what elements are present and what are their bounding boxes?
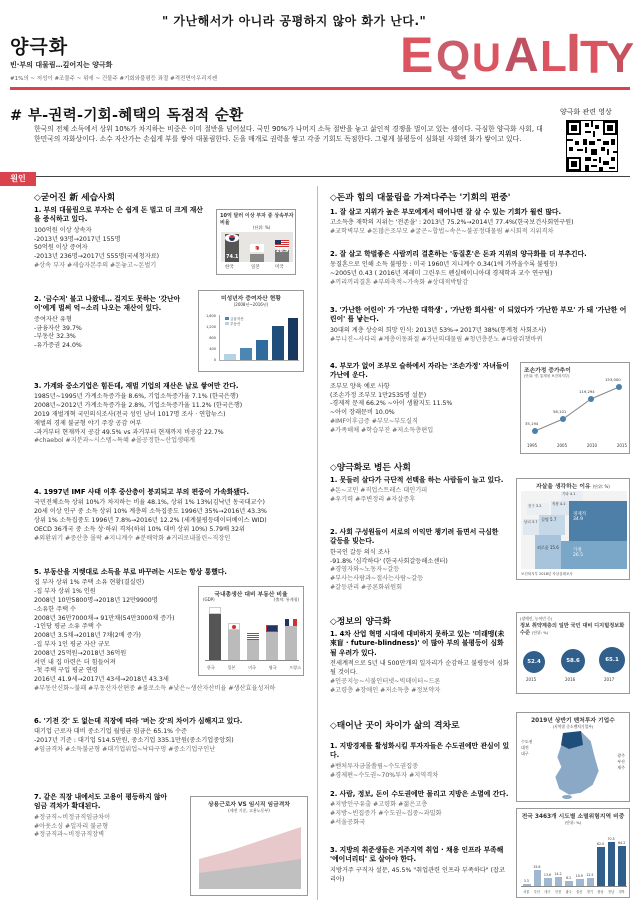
block-line: 조부모 양육 예로 사항 [330, 382, 390, 390]
block-line: OECD 36개국 중 소득 상·하위 격차(하위 10% 대비 상위 10%) 5.79배 32위 [34, 525, 245, 533]
bar [608, 842, 616, 886]
block-line: 전세계적으로 5년 내 500만개의 일자리가 순감하고 불평등이 심화될 것이다. [330, 660, 509, 677]
block-title: 1. 4차 산업 혁명 시대에 대비하지 못하고 있는 '미래맹(未來盲 · future-blindness)' 이 많아 부의 불평등이 심화될 우려가 있다. [330, 630, 505, 657]
bar [587, 878, 595, 886]
cell-label: 질병 [541, 517, 549, 522]
block-title: 2. '금수저' 불고 나왔네… 걸지도 못하는 '갓난아이'에게 벌써 억~소리 나오는 재산이 있다. [34, 295, 181, 313]
header-tags: #1%의 ~ 저성이 #조물주 ~ 위에 ~ 건물주 #기회와불평등 좌절 #격전면이우리지켄 [10, 76, 218, 82]
chart-plot [521, 829, 627, 887]
qr-label: 양극화 관련 영상 [560, 108, 612, 116]
page-title: 양극화 [10, 36, 69, 58]
block-title: 1. 잘 살고 지위가 높은 부모에게서 태어나면 잘 살 수 있는 기회가 월씬 많다. [330, 208, 562, 216]
block-line: 집 부자 상위 1% 주택 소유 현황(결실련) [34, 579, 145, 587]
france-flag-icon [285, 619, 297, 626]
column-divider [317, 186, 318, 900]
korea-map-icon [547, 731, 603, 799]
block-line: -2017년 기준 : 대기업 514.5만원, 중소기업 335.1만원(중소기업중앙회) [34, 737, 234, 745]
block-line: 2019 재벌개혁 국민의식조사(전국 성인 남녀 1017명 조사 · 연합뉴스) [34, 411, 226, 418]
right-heading-1: ◇돈과 힘의 대물림을 가져다주는 '기회의 편중' [330, 193, 511, 203]
bar [224, 354, 236, 360]
map-labels [617, 753, 625, 771]
chart-gdp-realestate [198, 586, 304, 676]
chart-source: (출처: 통계청) [273, 597, 299, 602]
hash-mark: # [10, 108, 23, 124]
block-tags: #IMF이후급증 #부모~부도실직 [330, 418, 419, 425]
treemap-cell [561, 491, 583, 501]
bar [544, 878, 552, 887]
block-line: 서민 내 집 마련은 더 힘들어져 [34, 658, 116, 666]
data-label: 18.5 [250, 247, 263, 253]
tick-label: 1,200 [205, 325, 216, 329]
chart-title: 상용근로자 VS 임시직 임금격차 [191, 797, 307, 808]
data-label: 25.6 [533, 865, 541, 869]
block-line: -2013년 236명→2017년 555명(국세청자료) [34, 253, 160, 261]
x-axis [207, 665, 301, 671]
section-title-text: 부-권력-기회-혜택의 독점적 순환 [27, 108, 244, 124]
banner-letter: Q [436, 32, 471, 81]
block-line: 동질혼으로 인해 소득 불평등 : 미국 1960년 지니계수 0.34(1에 가까울수록 불평등) [330, 261, 558, 269]
block-line: -집 부자 1인 평균 자산 규모 [34, 640, 110, 648]
legend [225, 317, 244, 327]
bar [597, 847, 605, 886]
right-block-6 [330, 528, 505, 593]
axis-label: 2015 [526, 677, 537, 682]
right-block-5 [330, 476, 505, 505]
y-axis [202, 311, 216, 366]
right-block-3 [330, 306, 630, 344]
block-line: -부동산 32.3% [34, 333, 76, 341]
data-label: 119,294 [579, 389, 595, 394]
chart-title-text: 자살을 생각하는 이유 [536, 484, 591, 490]
cell-value: 3.7 [531, 520, 538, 524]
axis-label: 미국 [275, 265, 284, 270]
data-label: 13.6 [543, 872, 552, 877]
map-label: 대구 [521, 751, 529, 756]
axis-label: 미국 [248, 665, 256, 670]
chart-unit: (지역별 중소벤처기업부) [552, 724, 594, 729]
block-tags: #chaebol #지분과~시스템~특혜 #몰공정한~산업생태계 [34, 437, 196, 445]
cause-badge: 원인 [0, 172, 36, 186]
right-block-1 [330, 208, 630, 237]
block-title: 4. 부모가 없어 조부모 슬하에서 자라는 '조손가정' 자녀들이 가난에 운다. [330, 362, 510, 380]
data-label: 8.2 [566, 875, 572, 880]
bar [272, 326, 284, 360]
block-title: 5. 부동산을 지렛대로 소득을 부로 바꾸려는 시도는 항상 통했다. [34, 568, 227, 576]
axis-label: 전남 [608, 890, 615, 894]
block-title: 6. '기전 갓' 도 없는데 직장에 따라 '버는 갓'의 차이가 심해지고 있다. [34, 717, 243, 725]
block-line: -집 부자 상위 1% 인원 [34, 588, 96, 596]
right-block-9 [330, 790, 510, 828]
axis-label: 2015 [616, 443, 627, 448]
chart-title: 10억 달러 이상 부자 중 상속부자 비율 [217, 210, 295, 226]
bar [618, 846, 626, 886]
page-subtitle: 빈·부의 대물림…깊어지는 양극화 [10, 61, 113, 69]
banner-letter: Y [606, 34, 635, 81]
banner-letter: L [540, 32, 567, 81]
chart-inheritance-ratio [216, 209, 296, 275]
legend-entry: 부동산 [230, 322, 241, 326]
uk-flag-icon [266, 625, 278, 632]
value-circle: 58.6 [561, 649, 585, 673]
block-line: ~아이 장래문비 10.0% [330, 409, 395, 417]
block-tags: #지방인구유출 #고령화 #젊은고층 [330, 801, 428, 809]
block-title: 3. 지방의 취준생들은 거주지역 취업 · 채용 인프라 부족해 '에이너리티' 로 살아야 한다. [330, 846, 504, 864]
bar [565, 881, 573, 886]
chart-title-text: 정보 취약계층의 일반 국민 대비 디지털정보화 수준 [520, 623, 625, 636]
bar [576, 879, 584, 886]
block-line: -과거부터 현재까지 공감 49.5% vs 과거부터 현재까지 비공감 22.7% [34, 428, 224, 436]
chart-unit: (단위: %) [592, 484, 610, 489]
axis-label: 인천 [555, 890, 562, 894]
treemap-cell [561, 541, 627, 569]
chart-suicide-reasons [516, 478, 630, 580]
data-label: 12.5 [586, 873, 594, 878]
block-line: -2013년 93명→2017년 155명 [34, 235, 121, 243]
chart-title: 전국 3463개 시도별 소멸위험지역 비중 [517, 809, 629, 820]
left-block-2 [34, 295, 194, 351]
chart-unit: (단위: %) [531, 630, 549, 635]
intro-paragraph: 한국의 전체 소득에서 상위 10%가 차지하는 비중은 이미 절반을 넘어섰다. 국민 90%가 나머지 소득 절반을 놓고 삶인적 경쟁을 벌이고 있는 셈이다. 극심한 양극화 사회, 대한민국의 자화상이다. 소수 자산가는 손쉽게 부를 쌓아 대물림한다. 돈을 매개로 권력을 쌓고 각종 기회도 독점한다. 그렇게 불평등이 심화된 사회엔 화가 쌓이고 있다. [34, 125, 543, 143]
chart-title: 조손가정 증가추이 [521, 363, 629, 374]
left-block-4 [34, 488, 314, 543]
left-block-3 [34, 382, 310, 446]
block-tags: #끼리끼리결혼 #부의축적~가속화 #상대적박탈감 [330, 279, 469, 286]
left-block-6 [34, 717, 314, 755]
block-tags: #서울공화국 [330, 819, 366, 826]
block-tags: #정규직~비정규직임금차이 [34, 813, 111, 821]
tick-label: 0 [213, 358, 216, 362]
treemap-cell [527, 503, 549, 515]
block-line: 100억원 이상 상속자 [34, 226, 92, 234]
wage-gap-area [199, 819, 301, 889]
chart-unit: (2008년~2016년) [233, 302, 269, 307]
cell-value: 3.2 [535, 504, 542, 508]
axis-label: 일본 [251, 265, 260, 270]
japan-flag-icon [228, 623, 240, 630]
block-tags: #지방~빈집증가 #수도권~집중~과밀화 [330, 810, 442, 818]
value-circle: 65.1 [599, 647, 625, 673]
cell-value: 15.6 [549, 545, 559, 550]
chart-title: 국내총생산 대비 부동산 비율 [199, 587, 303, 598]
block-tags: #무니진~사다리 #계층이동좌절 #가난의대물림 #청년층분노 #다람쥐챗바퀴 [330, 335, 543, 343]
block-line: -금융자산 39.7% [34, 324, 82, 332]
section-title [10, 104, 243, 125]
block-tags: #가족해체 #학습부진 #저소득층편입 [330, 426, 434, 434]
data-label: 14.2 [554, 872, 562, 877]
cell-label: 직장 [552, 502, 559, 506]
block-line: 50억원 이상 증여자 [34, 244, 88, 252]
chart-unit: (GDP) [203, 597, 215, 602]
value-circle: 52.4 [523, 651, 545, 673]
usa-flag-icon [247, 633, 259, 640]
banner-letter: U [472, 36, 501, 80]
map-labels [521, 739, 533, 757]
tick-label: 1,600 [205, 314, 216, 318]
chart-unit: (세전 기준, 고용노동부) [228, 808, 270, 813]
axis-label: 서울 [523, 890, 530, 894]
axis-label: 경북 [618, 890, 625, 894]
korea-flag-icon [209, 607, 221, 614]
data-label: 58,101 [553, 409, 567, 414]
block-tags: #외환위기 #중산층 몰락 #지니계수 #분배악화 #거리로내몰린~직장인 [34, 534, 231, 542]
block-line: 2008년 10만5800명→2018년 12만9900명 [34, 597, 158, 604]
right-block-10 [330, 846, 510, 884]
right-heading-4: ◇태어난 곳이 차이가 삶의 격차로 [330, 721, 460, 731]
left-block-1 [34, 206, 204, 271]
bar [534, 870, 542, 886]
cell-label: 남녀 [524, 520, 531, 524]
block-line: 재벌의 경제 불균형 야기 주장 공감 여부 [34, 419, 142, 427]
x-axis [527, 443, 627, 448]
tick-label: 400 [209, 347, 216, 351]
block-line: -소유한 주택 수 [34, 605, 77, 613]
block-title: 2. 사회 구성원들이 서로의 이익만 챙기려 들면서 극심한 갈등을 빚는다. [330, 528, 499, 546]
bar [285, 624, 297, 660]
bar [555, 877, 563, 886]
korea-flag-icon [225, 234, 239, 242]
chart-source: 보건복지부 2018년 자살실태조사 [521, 572, 573, 576]
data-label: 3.3 [523, 878, 529, 883]
cell-label: 기타 [562, 492, 569, 496]
block-line: 30대의 계층 상승의 희망 인식: 2013년 53%→ 2017년 38%(통계청 사회조사) [330, 326, 547, 334]
cell-label: 경제적 [573, 512, 587, 517]
bar [523, 884, 531, 886]
chart-digital-divide [516, 612, 630, 694]
banner-letter: E [400, 27, 434, 83]
block-title: 1. 못들러 살다가 극단적 선택을 하는 사람들이 늘고 있다. [330, 476, 504, 484]
left-block-7 [34, 793, 174, 840]
chart-note: (장애인, 농어민 등) [520, 616, 553, 621]
chart-unit: (단위: %) [253, 225, 271, 230]
block-tags: #아웃소싱 #일자리 불균형 [34, 822, 109, 830]
axis-label: 울산 [576, 890, 583, 894]
bar [209, 612, 221, 660]
line-series [525, 381, 627, 439]
chart-wage-gap [190, 796, 308, 896]
block-line: 증여자산 유형 [34, 315, 72, 323]
axis-label: 부산 [533, 890, 540, 894]
legend-entry: 금융자산 [230, 317, 244, 321]
block-line: 2008년 36만7000채→ 91만채(54만3000채 증가) [34, 614, 175, 622]
axis-label: 2005 [556, 443, 568, 448]
chart-venture-investment-map [516, 712, 630, 802]
block-tags: #인공지능~시불인터넷~빅데이터~드론 [330, 677, 441, 685]
qr-code-icon[interactable] [566, 120, 618, 172]
block-tags: #교학벽부모 #돈많은조부모 #굴곤~합법~속은~불공정대물림 #시회적 지위격차 [330, 228, 554, 236]
block-tags: #고령층 #장애인 #저소득층 #정보약자 [330, 686, 441, 694]
block-title: 1. 지방경제를 활성화시킬 투자자들은 수도권에만 관심이 있다. [330, 742, 510, 760]
chart-title: 2019년 상반기 벤처투자 기업수 [517, 713, 629, 724]
treemap-cell [535, 535, 561, 569]
block-line: 2008년~2012년 가계소득증가율 2.8%, 기업소득증가율 11.2% (한국은행) [34, 402, 243, 410]
cell-label: 외로움 [537, 545, 549, 550]
block-line: 20세 이상 인구 중 소득 상위 10% 계층의 소득집중도 1996년 35%→2016년 43.3% [34, 508, 267, 516]
data-label: 74.1 [226, 254, 239, 260]
axis-label: 대구 [544, 890, 551, 894]
block-line: -91.8% '심각하다' (한국사회갈등해소센터) [330, 557, 448, 565]
cell-value: 34.9 [573, 517, 584, 522]
data-label: 62.0 [596, 842, 605, 847]
bar [228, 628, 240, 660]
block-title: 2. 잘 살고 학벌좋은 사람끼리 결혼하는 '동질혼'은 돈과 지위의 양극화를 더 부추긴다. [330, 250, 587, 258]
treemap-cell [539, 515, 565, 535]
map-label: 제주 [617, 765, 625, 770]
cell-value: 4.1 [559, 502, 566, 506]
data-label: 153,000 [605, 377, 621, 382]
data-label: 64.2 [618, 840, 626, 845]
bar [250, 254, 264, 262]
banner-letter: I [566, 23, 582, 83]
right-heading-3: ◇정보의 양극화 [330, 617, 391, 627]
chart-plot [219, 315, 299, 361]
block-tags: #우기력 #주변정리 #자살증후 [330, 496, 416, 504]
treemap [521, 491, 627, 569]
chart-plot [221, 232, 293, 262]
block-tags: #부사는사람과~절사는사람~갈등 [330, 575, 424, 583]
block-title: 2. 사람, 정보, 돈이 수도권에만 몰리고 지방은 소멸에 간다. [330, 790, 509, 798]
right-block-8 [330, 742, 510, 780]
chart-title [517, 479, 629, 490]
bar [240, 348, 252, 360]
block-title: 7. 같은 직장 내에서도 고용이 평등하지 않아 임금 격차가 확대된다. [34, 793, 168, 811]
block-line: 고소득층 재학의 지위는 '전존을' : 2013년 75.2%→2014년 77.4%(한국보건사회연구원) [330, 219, 574, 227]
block-line: 지방거주 구직자 설문, 45.5% "취업관련 인프라 부족하다" (잡코리아) [330, 866, 505, 883]
block-tags: #부동산신화~불패 #부동산자산편중 #불로소득 #낮은~생산자산비율 #생산효율성저하 [34, 684, 276, 692]
bar [288, 318, 298, 360]
axis-label: 한국 [225, 265, 234, 270]
cell-label: 가정 [573, 548, 582, 553]
block-line: ~2005년 0.43 ( 2016년 제레미 그린우드 펜실베이니아대 경제학과 교수 연구팀) [330, 270, 553, 278]
chart-title: 미성년자 증여자산 현황 [199, 291, 303, 302]
block-line: -유가증권 24.0% [34, 342, 82, 350]
treemap-cell [523, 519, 539, 535]
block-line: -경제적 문제 66.2% ~아이 생활지도 11.5% [330, 400, 453, 408]
x-axis [521, 889, 627, 897]
block-line: 1985년~1995년 가계소득증가율 8.6%, 기업소득증가율 7.1% (한국은행) [34, 393, 239, 401]
block-tags: #경영자와~노동자~갈등 [330, 566, 400, 574]
axis-label: 프랑스 [289, 665, 301, 670]
data-label: 70.5 [607, 836, 615, 841]
tick-label: 800 [209, 336, 216, 340]
block-line: -첫 주택 구입 평균 연령 [34, 667, 98, 675]
chart-grandparent-families [520, 362, 630, 454]
chart-title [517, 622, 629, 636]
chart-plot [205, 609, 299, 661]
chart-unit: (단위: 명, 통계청 보건복지부) [524, 374, 570, 378]
banner-letter: A [504, 29, 539, 82]
axis-label: 2017 [604, 677, 615, 682]
data-label: 10.9 [575, 874, 583, 879]
right-block-4 [330, 362, 515, 436]
block-tags: #경제편~수도권~70%투자 #지역격차 [330, 771, 439, 779]
block-title: 1. 부의 대물림으로 부자는 슨 쉽게 돈 벌고 더 크게 재산을 증식하고 있다. [34, 206, 203, 224]
equality-banner [400, 18, 635, 84]
axis-label: 2010 [586, 443, 598, 448]
block-line: (조손가정 조부모 1만2535명 설문) [330, 391, 427, 399]
treemap-cell [569, 501, 627, 541]
map-label: 대전 [521, 745, 529, 750]
right-block-2 [330, 250, 630, 288]
axis-label: 2016 [565, 677, 576, 682]
axis-label: 영국 [268, 665, 277, 670]
cell-label: 친구 [528, 504, 535, 508]
block-line: 대기업 근로자 대비 중소기업 월평균 임금은 65.1% 수준 [34, 728, 187, 736]
block-line: 2008년 25억원→2018년 36억원 [34, 649, 127, 657]
bar [256, 340, 268, 360]
usa-flag-icon [275, 240, 289, 248]
block-tags: #정규직과~비정규직장벽 [34, 831, 105, 839]
map-label: 광주 [617, 753, 625, 758]
block-line: -1인당 평균 소유 주택 수 [34, 623, 102, 631]
block-line: 상위 1% 소득집중도 1996년 7.8%→2016년 12.2% (세계불평등데이터베이스 WID) [34, 517, 267, 524]
banner-letter: T [580, 31, 609, 83]
block-tags: #임금격차 #소득불균형 #대기업위업~낙타구멍 #중소기업구인난 [34, 746, 216, 753]
block-line: 한국인 갈등 의식 조사 [330, 548, 390, 556]
chart-minor-gift-assets [198, 290, 304, 372]
axis-label: 경기 [586, 890, 593, 894]
bar [247, 638, 259, 660]
block-line: 2016년 41.9세→2017년 43세→2018년 43.3세 [34, 676, 169, 684]
treemap-cell [551, 501, 569, 515]
axis-label: 충남 [597, 890, 604, 894]
block-line: 2008년 3.5채→2018년 7채(2배 증가) [34, 632, 141, 640]
chart-extinction-risk [516, 808, 630, 898]
cell-value: 5.7 [550, 517, 557, 522]
block-tags: #벤처투자금몰쏠림~수도권집중 [330, 762, 419, 770]
right-block-7 [330, 630, 510, 695]
header-divider [10, 87, 630, 90]
chart-unit: (단위: %) [564, 820, 582, 825]
map-label: 수도권 [521, 739, 533, 744]
section-divider [10, 176, 630, 177]
block-tags: #돈~고민 #직업스트레스 대인기피 [330, 487, 428, 495]
cell-value: 4.1 [569, 492, 576, 496]
left-heading-1: ◇굳어진 新 세습사회 [34, 193, 116, 203]
right-heading-2: ◇양극화로 병든 사회 [330, 463, 411, 473]
axis-label: 1995 [527, 443, 538, 448]
cell-value: 26.5 [573, 553, 584, 558]
header-quote: " 가난해서가 아니라 공평하지 않아 화가 난다." [162, 14, 427, 28]
block-title: 4. 1997년 IMF 사태 이후 중산층이 붕괴되고 부의 편중이 가속화됐다. [34, 488, 250, 496]
data-label: 28.9 [276, 248, 289, 254]
block-tags: #갈등관리 #공론화위원회 [330, 584, 403, 591]
block-line: 국민전체소득 상위 10%가 차지하는 비율 48.1%, 상위 1% 13%(김낙년 동국대교수) [34, 499, 265, 507]
axis-label: 일본 [227, 665, 236, 670]
map-label: 부산 [617, 759, 625, 764]
bar [266, 630, 278, 660]
axis-label: 한국 [207, 665, 215, 670]
block-title: 3. '가난한 어린이' 가 '가난한 대학생' , '가난한 회사원' 이 되었다가 '가난한 부모' 가 돼 '가난한 어린이' 를 낳는다. [330, 306, 627, 324]
data-label: 35,194 [525, 421, 539, 426]
block-title: 3. 가계와 중소기업은 힘든데, 재벌 기업의 재산은 날로 쌓여만 간다. [34, 382, 239, 390]
block-tags: #상속 부자 #세습자본주의 #돈놓고~돈벌기 [34, 262, 157, 269]
axis-label: 광주 [565, 890, 572, 894]
